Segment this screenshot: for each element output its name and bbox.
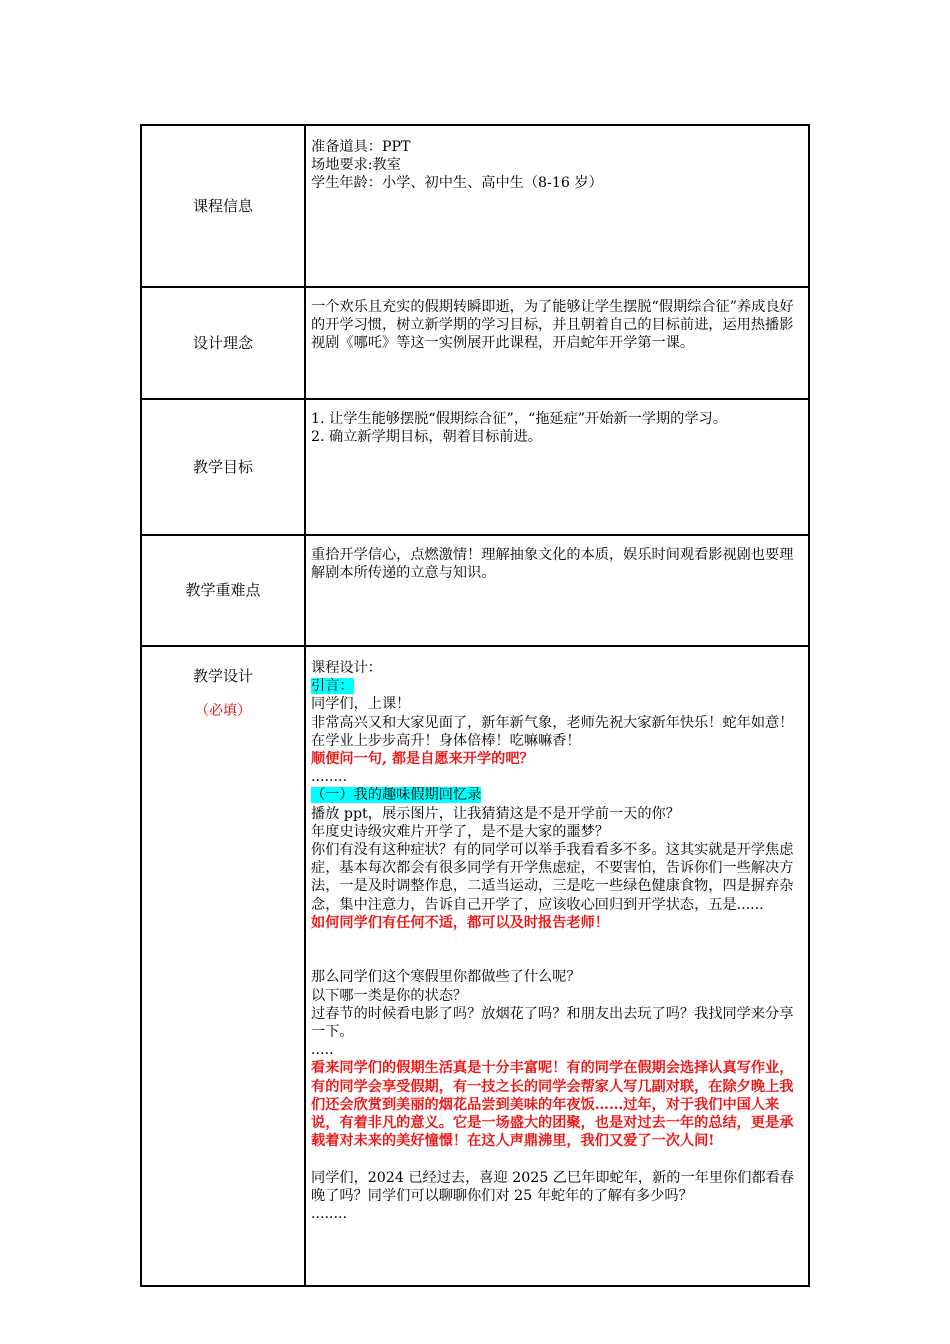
props-line: 准备道具：PPT [311, 139, 411, 155]
course-info-label: 课程信息 [192, 196, 253, 215]
key-points-text: 重拾开学信心，点燃激情！理解抽象文化的本质，娱乐时间观看影视剧也要理解剧本所传递的立意与知识。 [311, 547, 794, 582]
design-concept-label: 设计理念 [192, 333, 253, 352]
key-points-label-cell [141, 535, 305, 646]
ellipsis-1: ........ [311, 769, 348, 786]
student-age-line: 学生年龄：小学、初中生、高中生（8-16 岁） [311, 175, 603, 192]
teaching-goals-row [141, 399, 809, 535]
greeting-line: 同学们，上课！ [311, 696, 411, 713]
design-concept-content [305, 287, 809, 399]
key-points-row [141, 535, 809, 646]
teaching-design-label-cell [141, 646, 305, 1286]
teaching-goals-label: 教学目标 [192, 457, 253, 476]
snake-year-paragraph: 同学们，2024 已经过去，喜迎 2025 乙巳年即蛇年，新的一年里你们都看春晚了吗？同学们可以聊聊你们对 25 年蛇年的了解有多少吗？ [311, 1169, 794, 1204]
venue-line: 场地要求:教室 [311, 157, 401, 174]
blank-spacer [311, 932, 802, 950]
intro-heading: 引言： [311, 678, 354, 695]
lesson-plan-table [140, 124, 810, 1287]
design-concept-label-cell [141, 287, 305, 399]
teaching-goals-content [305, 399, 809, 535]
teaching-goals-label-cell [141, 399, 305, 535]
report-teacher-line: 如何同学们有任何不适，都可以及时报告老师！ [311, 914, 609, 931]
blank-spacer [311, 950, 802, 968]
disaster-line: 年度史诗级灾难片开学了，是不是大家的噩梦？ [311, 823, 609, 840]
design-concept-row [141, 287, 809, 399]
course-design-title: 课程设计： [311, 660, 382, 676]
spring-festival-question: 过春节的时候看电影了吗？放烟花了吗？和朋友出去玩了吗？我找同学来分享一下。 [311, 1005, 794, 1041]
teaching-design-content [305, 646, 809, 1286]
new-year-wishes: 非常高兴又和大家见面了，新年新气象，老师先祝大家新年快乐！蛇年如意！在学业上步步高升！身体倍棒！吃嘛嘛香！ [311, 714, 794, 749]
holiday-summary-paragraph: 看来同学们的假期生活真是十分丰富呢！有的同学在假期会选择认真写作业，有的同学会享受假期，有一技之长的同学会帮家人写几副对联，在除夕晚上我们还会欣赏到美丽的烟花品尝到美味的年夜饭……过年，对于我们中国人来说，有着非凡的意义。它是一场盛大的团聚，也是对过去一年的总结，更是承载着对未来的美好憧憬！在这人声鼎沸里，我们又爱了一次人间! [311, 1060, 794, 1150]
key-points-content [305, 535, 809, 646]
status-question: 以下哪一类是你的状态？ [311, 987, 468, 1004]
teaching-design-row [141, 646, 809, 1286]
winter-break-question: 那么同学们这个寒假里你都做些了什么呢？ [311, 969, 581, 986]
design-concept-text: 一个欢乐且充实的假期转瞬即逝，为了能够让学生摆脱“假期综合征”养成良好的开学习惯，树立新学期的学习目标，并且朝着自己的目标前进，运用热播影视剧《哪吒》等这一实例展开此课程，开启蛇年开学第一课。 [311, 299, 794, 352]
teaching-design-label: 教学设计 [192, 667, 253, 685]
question-line: 顺便问一句, 都是自愿来开学的吧？ [311, 751, 534, 768]
blank-spacer [311, 1150, 802, 1168]
goal-item-2: 2. 确立新学期目标，朝着目标前进。 [311, 429, 542, 446]
ellipsis-2: ..... [311, 1042, 334, 1059]
key-points-label: 教学重难点 [185, 581, 261, 599]
course-info-content [305, 125, 809, 287]
course-info-row [141, 125, 809, 287]
goal-item-1: 1. 让学生能够摆脱“假期综合征”，“拖延症”开始新一学期的学习。 [311, 411, 727, 427]
course-info-label-cell [141, 125, 305, 287]
anxiety-paragraph: 你们有没有这种症状？有的同学可以举手我看看多不多。这其实就是开学焦虑症，基本每次都会有很多同学有开学焦虑症，不要害怕，告诉你们一些解决方法，一是及时调整作息，二适当运动，三是吃一些绿色健康食物，四是摒弃杂念，集中注意力，告诉自己开学了，应该收心回归到开学状态，五是...... [311, 842, 794, 913]
ellipsis-3: ........ [311, 1206, 348, 1223]
ppt-line: 播放 ppt，展示图片，让我猜猜这是不是开学前一天的你？ [311, 805, 680, 822]
section1-heading: （一）我的趣味假期回忆录 [311, 787, 482, 804]
required-note: （必填） [195, 703, 251, 719]
